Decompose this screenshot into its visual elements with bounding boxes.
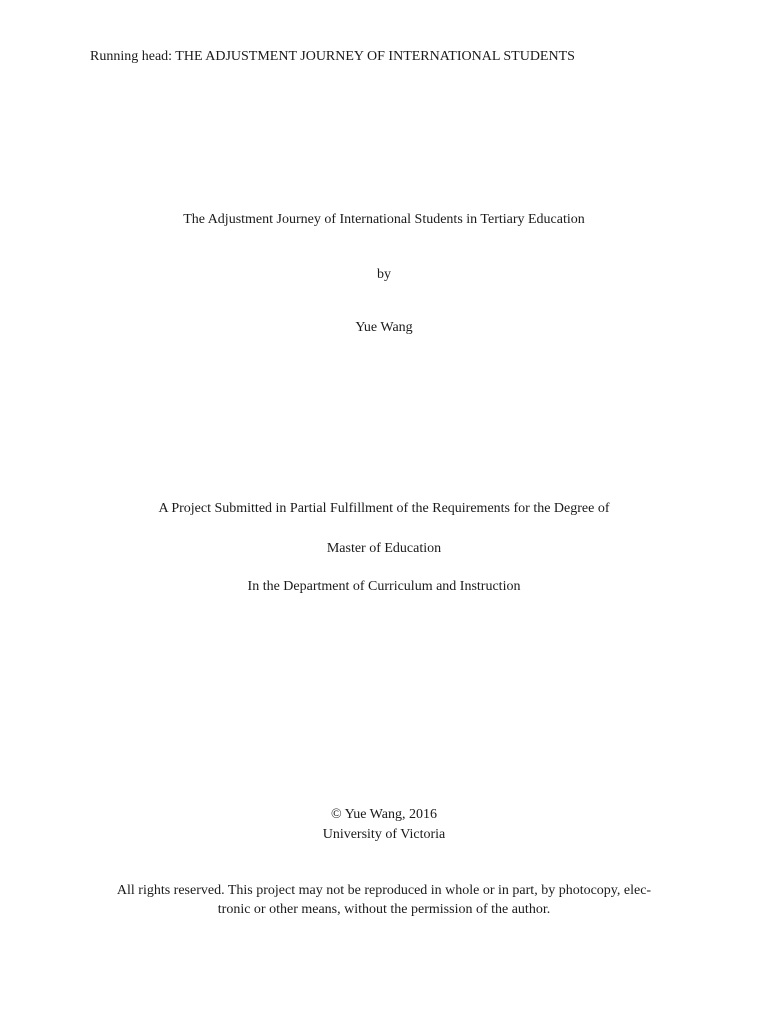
department-name: In the Department of Curriculum and Instruction (247, 579, 521, 594)
rights-line-2: tronic or other means, without the permission of the author. (217, 902, 551, 917)
submission-statement: A Project Submitted in Partial Fulfillment of the Requirements for the Degree of (158, 501, 610, 516)
rights-line-1: All rights reserved. This project may not be reproduced in whole or in part, by photocopy, elec- (116, 883, 652, 898)
by-line: by (377, 267, 391, 282)
running-head: Running head: THE ADJUSTMENT JOURNEY OF INTERNATIONAL STUDENTS (90, 49, 575, 64)
author-name: Yue Wang (355, 320, 413, 335)
rights-statement (90, 881, 678, 919)
copyright-notice: © Yue Wang, 2016 (331, 807, 437, 822)
university-name: University of Victoria (322, 827, 446, 842)
document-title: The Adjustment Journey of International Students in Tertiary Education (183, 212, 585, 227)
degree-name: Master of Education (326, 541, 442, 556)
